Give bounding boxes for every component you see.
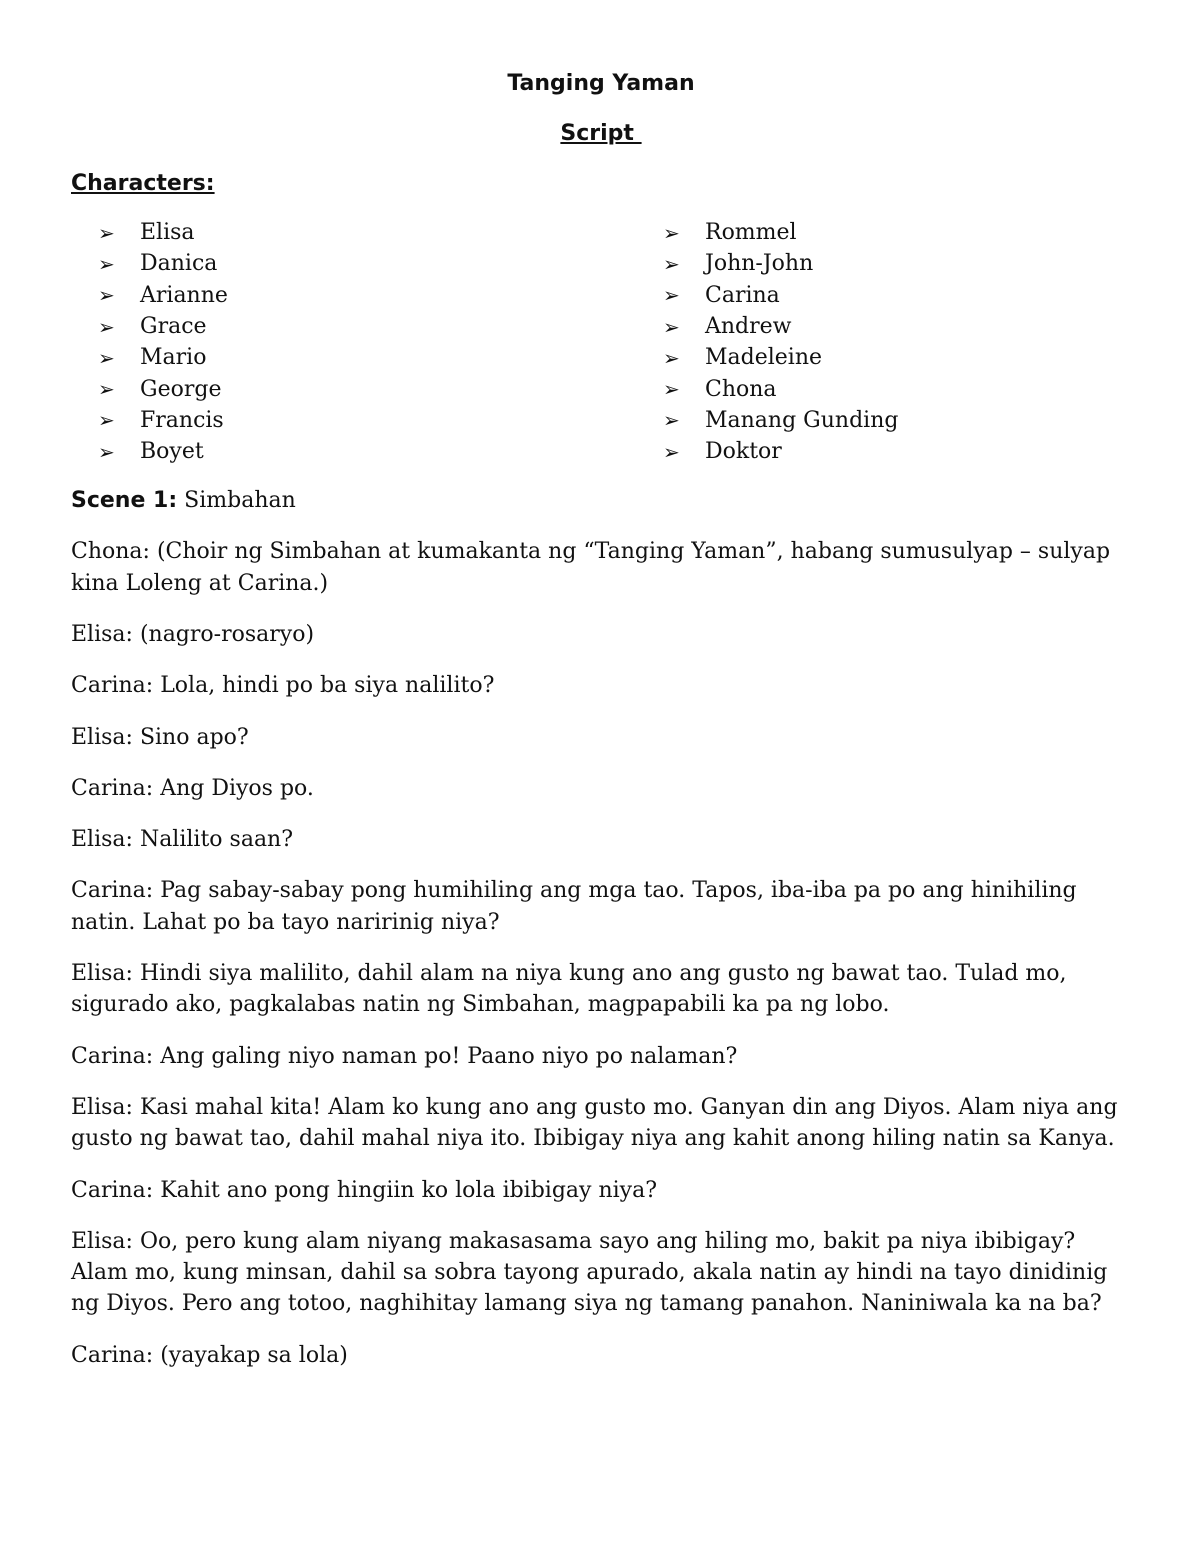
dialogue-line: Elisa: Hindi siya malilito, dahil alam na niya kung ano ang gusto ng bawat tao. Tulad mo, sigurado ako, pagkalabas natin ng Simbahan, magpapabili ka pa ng lobo. bbox=[71, 961, 1067, 1018]
character-name: Chona bbox=[705, 376, 777, 402]
characters-heading bbox=[71, 166, 1131, 202]
arrow-bullet-icon: ➢ bbox=[663, 220, 680, 245]
arrow-bullet-icon: ➢ bbox=[663, 345, 680, 370]
dialogue-line: Elisa: Sino apo? bbox=[71, 724, 249, 750]
character-name: Manang Gunding bbox=[705, 407, 899, 433]
character-name: George bbox=[140, 376, 222, 402]
dialogue-line: Carina: Lola, hindi po ba siya nalilito? bbox=[71, 673, 495, 699]
character-name: Danica bbox=[140, 251, 218, 277]
arrow-bullet-icon: ➢ bbox=[98, 220, 115, 245]
dialogue-line: Carina: Pag sabay-sabay pong humihiling ang mga tao. Tapos, iba-iba pa po ang hinihiling natin. Lahat po ba tayo naririnig niya? bbox=[71, 878, 1077, 935]
dialogue-line: Carina: (yayakap sa lola) bbox=[71, 1342, 348, 1368]
character-item bbox=[636, 342, 898, 373]
character-item bbox=[71, 436, 636, 467]
arrow-bullet-icon: ➢ bbox=[98, 251, 115, 276]
dialogue-line: Elisa: Oo, pero kung alam niyang makasasama sayo ang hiling mo, bakit pa niya ibibigay? Alam mo, kung minsan, dahil sa sobra tayong apurado, akala natin ay hindi na tayo dinidinig ng Diyos. Pero ang totoo, naghihitay lamang siya ng tamang panahon. Naniniwala ka na ba? bbox=[71, 1228, 1108, 1317]
character-name: Carina bbox=[705, 282, 780, 308]
arrow-bullet-icon: ➢ bbox=[98, 345, 115, 370]
character-name: Andrew bbox=[705, 314, 792, 340]
character-item bbox=[636, 280, 898, 311]
character-name: Mario bbox=[140, 345, 207, 371]
character-item bbox=[636, 373, 898, 404]
arrow-bullet-icon: ➢ bbox=[98, 408, 115, 433]
arrow-bullet-icon: ➢ bbox=[98, 377, 115, 402]
character-item bbox=[636, 405, 898, 436]
character-name: John-John bbox=[705, 251, 814, 277]
character-item bbox=[636, 217, 898, 248]
dialogue-line: Elisa: (nagro-rosaryo) bbox=[71, 621, 315, 647]
character-item bbox=[71, 311, 636, 342]
characters-right-column bbox=[636, 217, 898, 467]
character-item bbox=[636, 436, 898, 467]
character-item bbox=[71, 342, 636, 373]
arrow-bullet-icon: ➢ bbox=[663, 408, 680, 433]
arrow-bullet-icon: ➢ bbox=[663, 377, 680, 402]
script-page bbox=[71, 66, 1131, 1371]
character-name: Boyet bbox=[140, 439, 204, 465]
arrow-bullet-icon: ➢ bbox=[663, 283, 680, 308]
dialogue-line: Elisa: Nalilito saan? bbox=[71, 827, 294, 853]
character-name: Francis bbox=[140, 407, 224, 433]
character-item bbox=[71, 248, 636, 279]
scene-label: Scene 1: bbox=[71, 488, 178, 514]
arrow-bullet-icon: ➢ bbox=[663, 314, 680, 339]
document-title: Tanging Yaman bbox=[507, 71, 695, 96]
arrow-bullet-icon: ➢ bbox=[663, 439, 680, 464]
subtitle-text: Script bbox=[560, 121, 642, 146]
scene-heading bbox=[71, 485, 1131, 516]
characters-left-column bbox=[71, 217, 636, 467]
dialogue-line: Carina: Ang galing niyo naman po! Paano niyo po nalaman? bbox=[71, 1043, 738, 1069]
characters-list bbox=[71, 217, 1131, 467]
character-item bbox=[636, 248, 898, 279]
characters-heading-text: Characters: bbox=[71, 171, 215, 196]
character-item bbox=[71, 217, 636, 248]
arrow-bullet-icon: ➢ bbox=[98, 439, 115, 464]
character-name: Grace bbox=[140, 314, 207, 340]
dialogue-line: Elisa: Kasi mahal kita! Alam ko kung ano ang gusto mo. Ganyan din ang Diyos. Alam niya ang gusto ng bawat tao, dahil mahal niya ito. Ibibigay niya ang kahit anong hiling natin sa Kanya. bbox=[71, 1094, 1118, 1152]
character-name: Madeleine bbox=[705, 345, 823, 371]
dialogue-line: Chona: (Choir ng Simbahan at kumakanta ng “Tanging Yaman”, habang sumusulyap – sulyap kina Loleng at Carina.) bbox=[71, 539, 1111, 596]
arrow-bullet-icon: ➢ bbox=[98, 283, 115, 308]
character-name: Arianne bbox=[140, 282, 228, 308]
character-name: Elisa bbox=[140, 220, 195, 246]
dialogue bbox=[71, 536, 1131, 1371]
character-item bbox=[71, 280, 636, 311]
character-item bbox=[71, 405, 636, 436]
scene-place: Simbahan bbox=[177, 488, 296, 514]
character-name: Rommel bbox=[705, 220, 797, 246]
arrow-bullet-icon: ➢ bbox=[98, 314, 115, 339]
dialogue-line: Carina: Ang Diyos po. bbox=[71, 775, 314, 801]
character-item bbox=[71, 373, 636, 404]
dialogue-line: Carina: Kahit ano pong hingiin ko lola ibibigay niya? bbox=[71, 1177, 658, 1203]
arrow-bullet-icon: ➢ bbox=[663, 251, 680, 276]
character-name: Doktor bbox=[705, 439, 782, 465]
document-subtitle bbox=[71, 116, 1131, 152]
character-item bbox=[636, 311, 898, 342]
